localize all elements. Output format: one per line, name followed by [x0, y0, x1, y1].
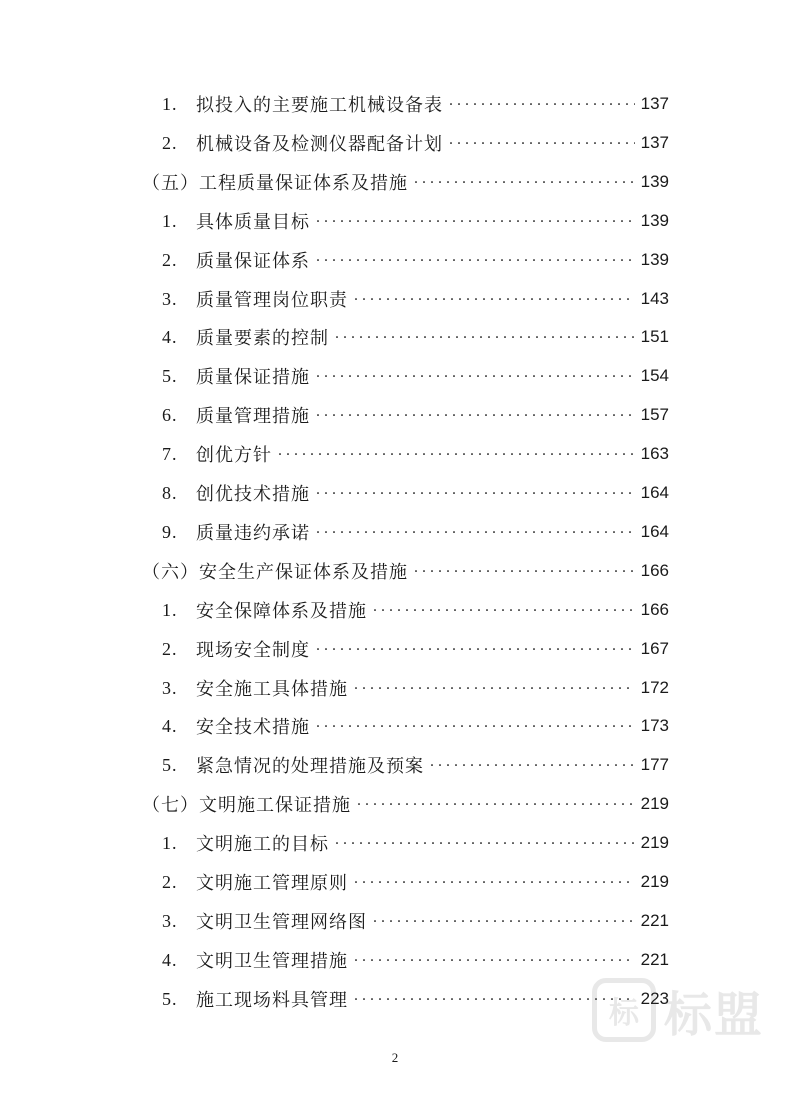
toc-entry-page: 167	[640, 639, 669, 658]
toc-entry-title: 工程质量保证体系及措施	[199, 173, 408, 194]
watermark-text: 标盟	[664, 986, 765, 1043]
toc-entry-page: 137	[640, 94, 669, 113]
toc-dot-leader	[316, 518, 635, 546]
toc-dot-leader	[449, 129, 635, 157]
toc-dot-leader	[430, 751, 635, 779]
toc-entry-title: 文明施工管理原则	[196, 873, 348, 894]
toc-entry-number: 7.	[162, 443, 178, 464]
toc-entry-title: 具体质量目标	[196, 212, 310, 233]
toc-entry[interactable]	[142, 168, 669, 196]
toc-entry-number: 3.	[162, 910, 178, 931]
toc-entry-number: （七）	[142, 795, 199, 815]
toc-entry-number: 1.	[162, 832, 178, 853]
toc-entry-number: （六）	[142, 562, 199, 582]
toc-entry-page: 164	[640, 483, 669, 502]
toc-entry-number: 1.	[162, 599, 178, 620]
toc-entry-number: 1.	[162, 93, 178, 114]
toc-entry-page: 166	[640, 561, 669, 580]
toc-entry-page: 219	[640, 794, 669, 813]
toc-entry-title: 机械设备及检测仪器配备计划	[196, 134, 443, 155]
toc-entry-number: 5.	[162, 988, 178, 1009]
toc-entry-page: 173	[640, 716, 669, 735]
toc-entry-number: 9.	[162, 521, 178, 542]
toc-entry[interactable]	[162, 246, 669, 274]
toc-dot-leader	[316, 246, 635, 274]
toc-entry[interactable]	[162, 596, 669, 624]
toc-entry-title: 安全保障体系及措施	[196, 601, 367, 622]
toc-entry[interactable]	[162, 401, 669, 429]
toc-entry-title: 文明卫生管理网络图	[196, 912, 367, 933]
toc-entry-number: 2.	[162, 638, 178, 659]
toc-entry-number: 4.	[162, 326, 178, 347]
toc-entry[interactable]	[162, 712, 669, 740]
toc-dot-leader	[278, 440, 635, 468]
toc-entry-title: 质量保证体系	[196, 251, 310, 272]
toc-entry-number: 2.	[162, 871, 178, 892]
toc-dot-leader	[414, 168, 635, 196]
toc-entry-title: 紧急情况的处理措施及预案	[196, 756, 424, 777]
toc-entry-number: （五）	[142, 173, 199, 193]
toc-entry-page: 223	[640, 989, 669, 1008]
toc-entry[interactable]	[162, 868, 669, 896]
toc-entry[interactable]	[142, 557, 669, 585]
toc-entry[interactable]	[162, 207, 669, 235]
toc-entry-number: 6.	[162, 404, 178, 425]
toc-entry-page: 172	[640, 678, 669, 697]
toc-entry-title: 文明施工的目标	[196, 834, 329, 855]
toc-entry-page: 164	[640, 522, 669, 541]
toc-entry[interactable]	[162, 129, 669, 157]
toc-dot-leader	[357, 790, 635, 818]
toc-entry-page: 139	[640, 250, 669, 269]
toc-entry[interactable]	[162, 635, 669, 663]
toc-entry-number: 2.	[162, 249, 178, 270]
toc-entry[interactable]	[162, 946, 669, 974]
toc-entry-title: 质量管理岗位职责	[196, 290, 348, 311]
toc-entry-page: 163	[640, 444, 669, 463]
toc-dot-leader	[354, 868, 635, 896]
toc-entry-number: 4.	[162, 949, 178, 970]
toc-dot-leader	[316, 712, 635, 740]
toc-dot-leader	[316, 479, 635, 507]
toc-dot-leader	[316, 207, 635, 235]
toc-entry-page: 221	[640, 911, 669, 930]
toc-entry-title: 施工现场料具管理	[196, 990, 348, 1011]
toc-entry[interactable]	[142, 790, 669, 818]
toc-entry-title: 现场安全制度	[196, 640, 310, 661]
toc-entry-title: 质量保证措施	[196, 367, 310, 388]
toc-dot-leader	[373, 596, 635, 624]
toc-entry-title: 创优方针	[196, 445, 272, 466]
toc-entry-number: 4.	[162, 715, 178, 736]
toc-entry-page: 219	[640, 833, 669, 852]
toc-entry-title: 创优技术措施	[196, 484, 310, 505]
toc-dot-leader	[449, 90, 635, 118]
toc-entry-page: 143	[640, 289, 669, 308]
toc-entry[interactable]	[162, 829, 669, 857]
toc-entry-number: 3.	[162, 288, 178, 309]
toc-entry-title: 安全施工具体措施	[196, 679, 348, 700]
toc-dot-leader	[373, 907, 635, 935]
toc-entry-number: 5.	[162, 754, 178, 775]
toc-dot-leader	[354, 946, 635, 974]
toc-entry-title: 质量要素的控制	[196, 328, 329, 349]
toc-entry-page: 177	[640, 755, 669, 774]
toc-entry[interactable]	[162, 285, 669, 313]
toc-entry[interactable]	[162, 907, 669, 935]
toc-entry-number: 2.	[162, 132, 178, 153]
toc-entry-page: 221	[640, 950, 669, 969]
toc-dot-leader	[335, 323, 635, 351]
toc-entry-page: 139	[640, 172, 669, 191]
toc-entry-page: 151	[640, 327, 669, 346]
toc-entry[interactable]	[162, 440, 669, 468]
toc-entry-page: 154	[640, 366, 669, 385]
toc-dot-leader	[316, 635, 635, 663]
watermark	[592, 975, 772, 1045]
toc-entry[interactable]	[162, 90, 669, 118]
toc-entry-number: 5.	[162, 365, 178, 386]
toc-entry-page: 157	[640, 405, 669, 424]
toc-dot-leader	[316, 362, 635, 390]
toc-entry-page: 166	[640, 600, 669, 619]
toc-dot-leader	[354, 285, 635, 313]
toc-entry-number: 8.	[162, 482, 178, 503]
toc-entry[interactable]	[162, 674, 669, 702]
toc-entry-title: 拟投入的主要施工机械设备表	[196, 95, 443, 116]
toc-entry-page: 139	[640, 211, 669, 230]
toc-entry[interactable]	[162, 323, 669, 351]
toc-entry-title: 文明卫生管理措施	[196, 951, 348, 972]
toc-entry[interactable]	[162, 751, 669, 779]
toc-entry[interactable]	[162, 518, 669, 546]
watermark-logo-icon: 标	[592, 978, 656, 1042]
toc-entry-title: 安全生产保证体系及措施	[199, 562, 408, 583]
toc-dot-leader	[354, 674, 635, 702]
toc-dot-leader	[414, 557, 635, 585]
toc-entry-title: 质量管理措施	[196, 406, 310, 427]
toc-dot-leader	[316, 401, 635, 429]
toc-dot-leader	[335, 829, 635, 857]
toc-entry-page: 137	[640, 133, 669, 152]
toc-entry-title: 安全技术措施	[196, 717, 310, 738]
toc-entry-number: 3.	[162, 677, 178, 698]
page-number: 2	[391, 1050, 399, 1065]
toc-entry[interactable]	[162, 362, 669, 390]
toc-entry-title: 文明施工保证措施	[199, 795, 351, 816]
toc-entry-title: 质量违约承诺	[196, 523, 310, 544]
toc-entry-page: 219	[640, 872, 669, 891]
toc-entry-number: 1.	[162, 210, 178, 231]
toc-entry[interactable]	[162, 479, 669, 507]
